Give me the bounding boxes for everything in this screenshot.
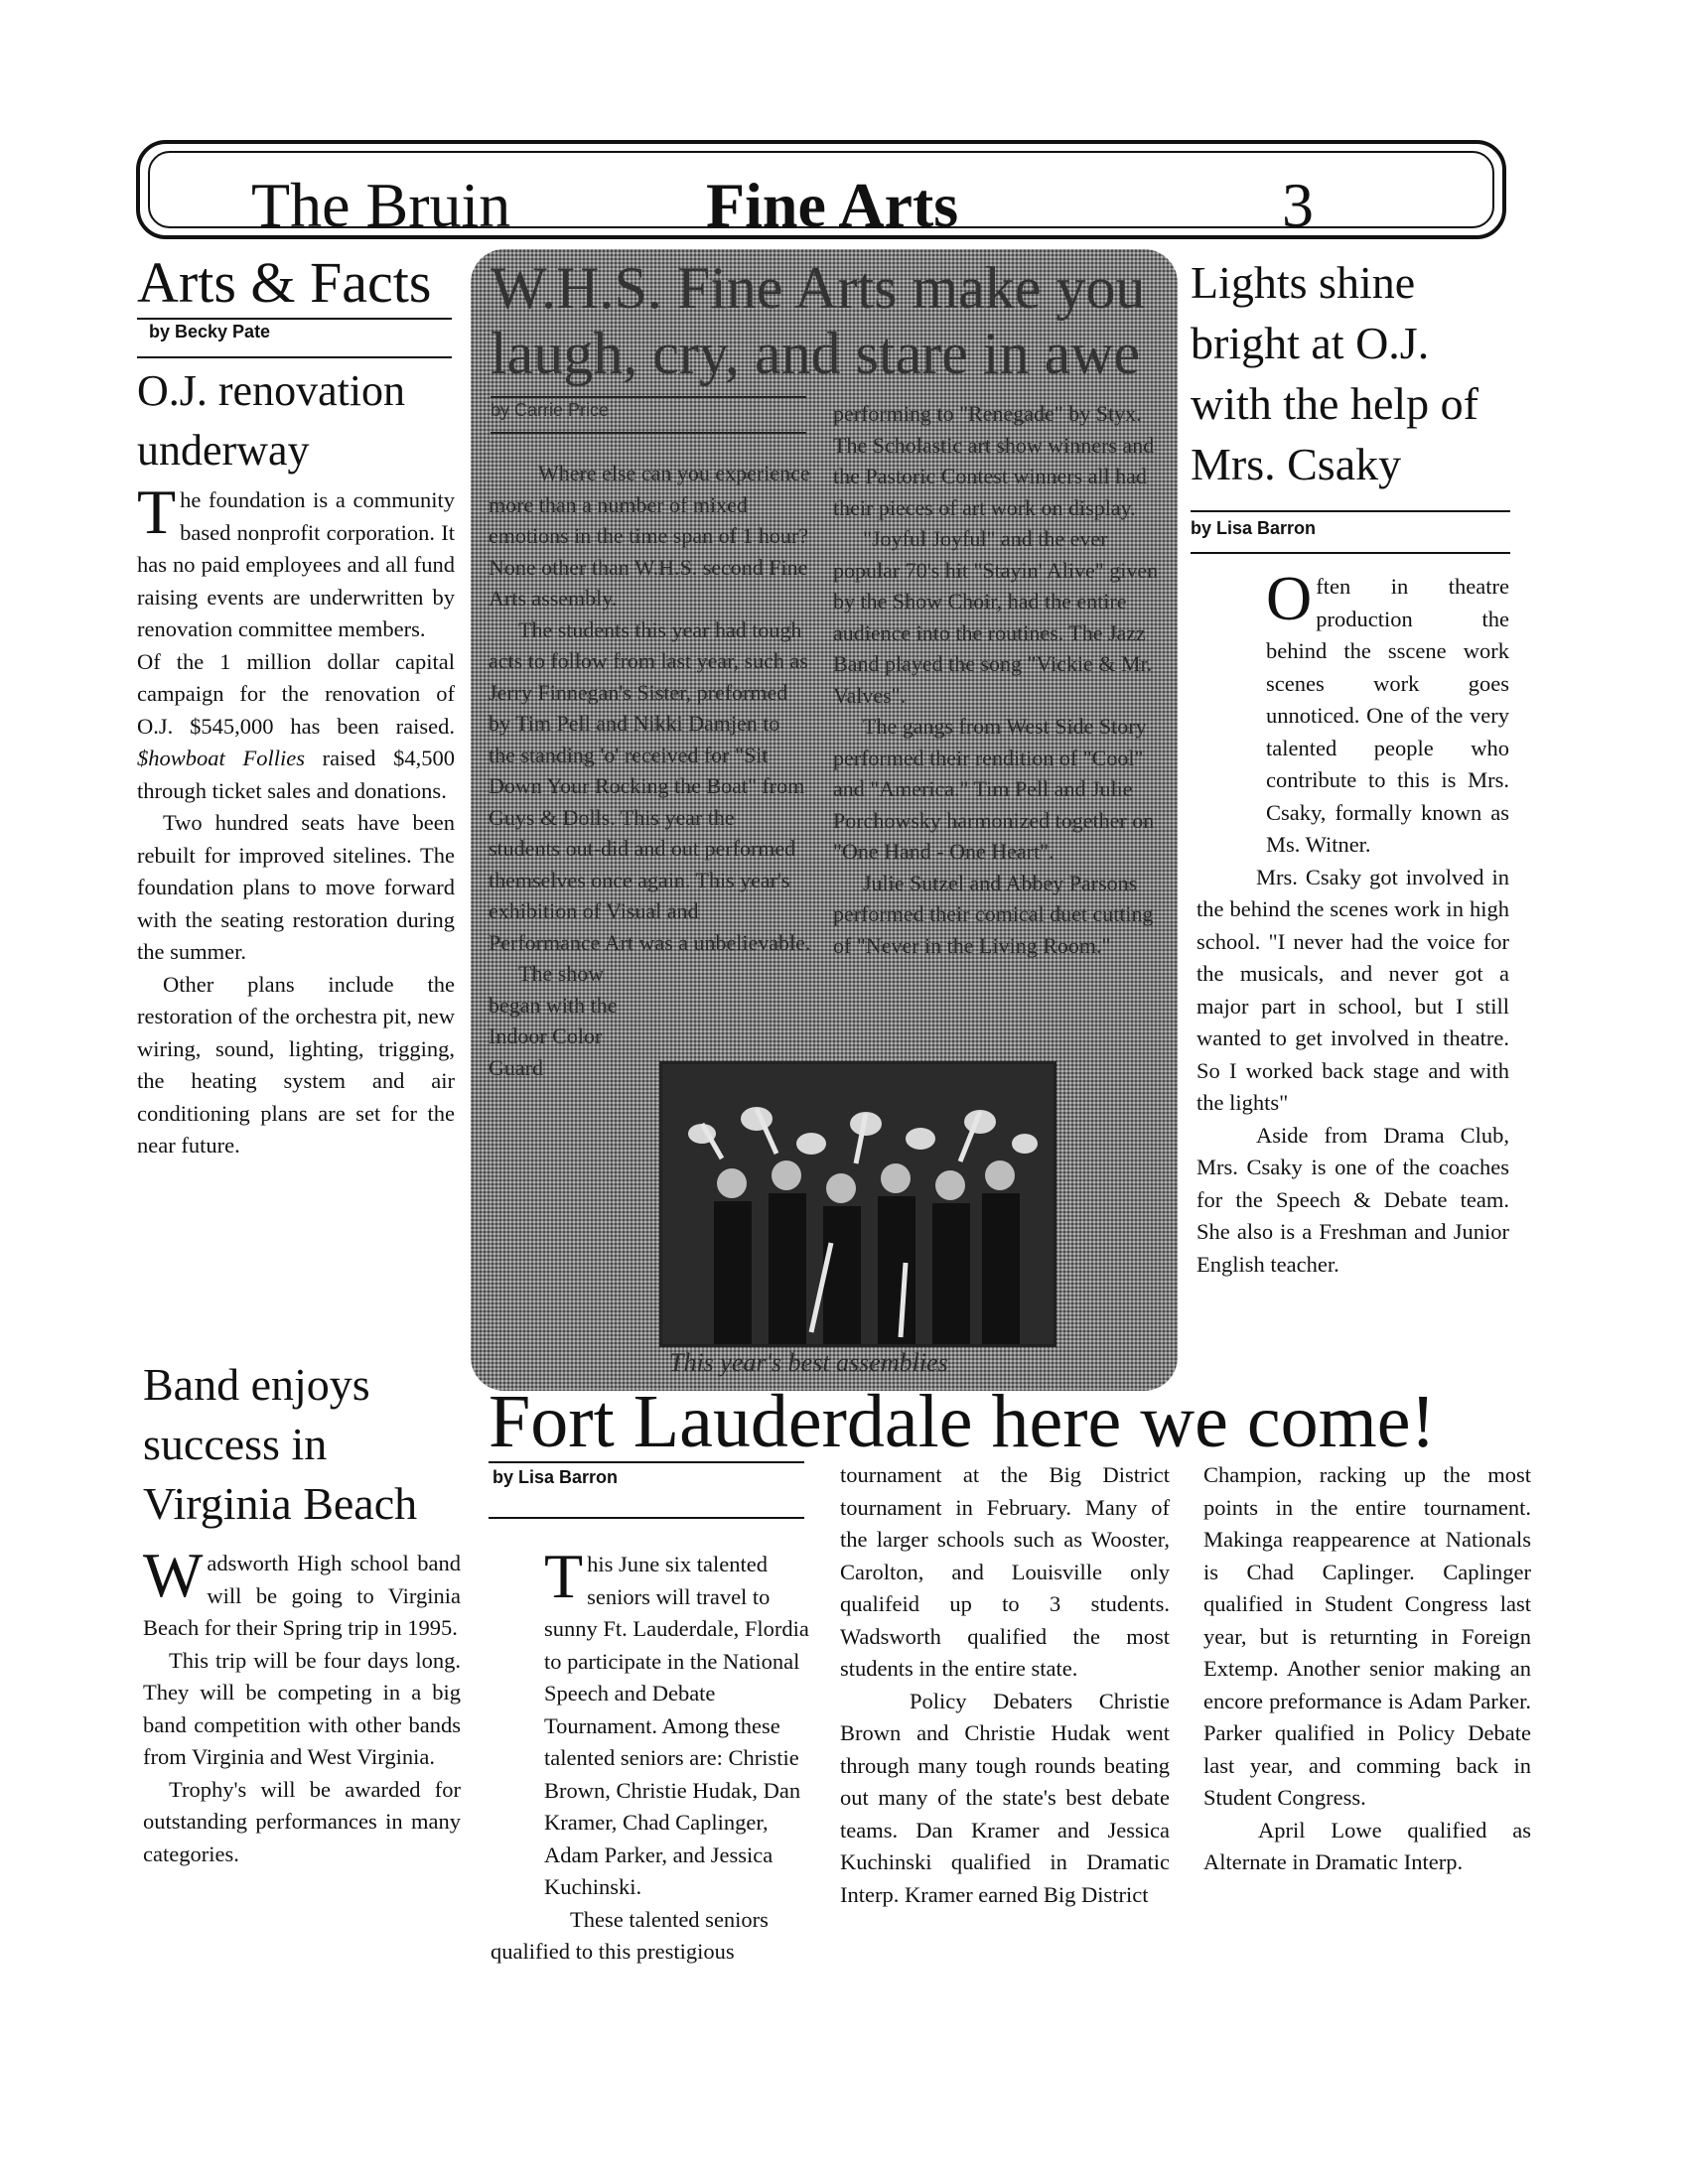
fort-col1-paragraph-2: These talented seniors qualified to this prestigious: [491, 1906, 769, 1964]
feature-col1-paragraph-3: The show began with the Indoor Color Guard: [489, 961, 618, 1080]
lights-article: [1191, 252, 1518, 494]
lights-headline-line-1: Lights shine: [1191, 257, 1416, 308]
fort-drop-cap: T: [544, 1541, 584, 1611]
feature-col2-paragraph-1: performing to "Renegade" by Styx. The Scholastic art show winners and the Pastoric Contest winners all had their pieces of art work on display.: [833, 401, 1155, 520]
fort-col1-lead: [491, 1541, 816, 1904]
lights-lead-text: ften in theatre production the behind the sscene work scenes work goes unnoticed. One of the very talented people who contribute to this is Mrs. Csaky, formally known as Ms. Witner.: [1266, 574, 1509, 857]
band-lead-text: adsworth High school band will be going to Virginia Beach for their Spring trip in 1995.: [143, 1551, 461, 1640]
fort-column-2: [840, 1459, 1170, 1911]
lights-paragraph-3: Aside from Drama Club, Mrs. Csaky is one of the coaches for the Speech & Debate team. She also is a Freshman and Junior English teacher.: [1196, 1122, 1509, 1277]
renovation-article: [137, 361, 455, 1162]
renovation-headline-line-1: O.J. renovation: [137, 366, 406, 415]
feature-col1-paragraph-2: The students this year had tough acts to follow from last year, such as Jerry Finnegan's Sister, preformed by Tim Pell and Nikki Damjen to the standing 'o' received for "Sit Down Your Rocking the Boat" from Guys & Dolls. This year the students out-did and out performed themselves once again. This year's exhibition of Visual and Performance Art was a unbelievable.: [489, 616, 811, 955]
fine-arts-feature: [471, 249, 1178, 1391]
band-headline-line-2: success in: [143, 1419, 328, 1469]
page-number: 3: [1282, 170, 1314, 240]
fort-lauderdale-headline: Fort Lauderdale here we come!: [489, 1380, 1436, 1463]
lights-paragraph-2: Mrs. Csaky got involved in the behind the scenes work in high school. "I never had the voice for the musicals, and never got a major part in school, but I still wanted to get involved in theatre. So I worked back stage and with the lights": [1196, 864, 1509, 1115]
lights-rule-bottom: [1191, 552, 1510, 554]
band-headline-line-1: Band enjoys: [143, 1359, 370, 1410]
renovation-p2-show-title: $howboat Follies: [137, 746, 305, 770]
arts-facts-byline: by Becky Pate: [149, 322, 271, 341]
feature-col2-paragraph-3: The gangs from West Side Story performed their rendition of "Cool" and "America." Tim Pell and Julie Porchowsky harmonized together on "One Hand - One Heart".: [833, 714, 1155, 864]
feature-col1-paragraph-1: Where else can you experience more than a number of mixed emotions in the time span of 1 hour? None other than W.H.S. second Fine Arts assembly.: [489, 461, 810, 611]
renovation-drop-cap: T: [137, 477, 177, 547]
renovation-p2-text-a: Of the 1 million dollar capital campaign for the renovation of O.J. $545,000 has been raised.: [137, 648, 455, 739]
renovation-paragraph-2: [137, 646, 455, 808]
renovation-lead-paragraph: [137, 477, 455, 646]
arts-facts-title: Arts & Facts: [137, 250, 432, 315]
fort-col2-paragraph-2: Policy Debaters Christie Brown and Christie Hudak went through many tough rounds beating out many of the state's best debate teams. Dan Kramer and Jessica Kuchinski qualified in Dramatic Interp. Kramer earned Big District: [840, 1688, 1170, 1907]
arts-facts-rule-top: [137, 318, 452, 320]
band-paragraph-2: This trip will be four days long. They will be competing in a big band competition with other bands from Virginia and West Virginia.: [143, 1647, 461, 1769]
renovation-p2-text-b: raised $4,500 through ticket sales and donations.: [137, 746, 455, 803]
feature-column-2: [833, 398, 1161, 1043]
fort-byline: by Lisa Barron: [492, 1467, 619, 1487]
renovation-paragraph-3: Two hundred seats have been rebuilt for improved sitelines. The foundation plans to move forward with the seating restoration during the summer.: [137, 810, 455, 964]
masthead: [136, 140, 1506, 239]
arts-facts-rule-bottom: [137, 356, 452, 358]
band-body: [143, 1540, 461, 1870]
feature-headline: [491, 255, 1176, 386]
lights-lead-paragraph: [1196, 563, 1509, 862]
band-paragraph-3: Trophy's will be awarded for outstanding performances in many categories.: [143, 1776, 461, 1866]
fort-col3-paragraph-2: April Lowe qualified as Alternate in Dramatic Interp.: [1203, 1817, 1531, 1874]
masthead-inner-border: [148, 151, 1494, 240]
feature-col2-paragraph-4: Julie Sutzel and Abbey Parsons performed their comical duet cutting of "Never in the Living Room.": [833, 870, 1154, 958]
fort-col1-lead-text: his June six talented seniors will travel to sunny Ft. Lauderdale, Flordia to participate in the National Speech and Debate Tournament. Among these talented seniors are: Christie Brown, Christie Hudak, Dan Kramer, Chad Caplinger, Adam Parker, and Jessica Kuchinski.: [544, 1552, 809, 1899]
band-headline: [143, 1355, 461, 1534]
renovation-headline-line-2: underway: [137, 426, 310, 475]
paper-name: The Bruin: [251, 170, 511, 240]
lights-rule-top: [1191, 510, 1510, 512]
band-headline-line-3: Virginia Beach: [143, 1478, 418, 1529]
assembly-photo: [659, 1061, 1056, 1347]
feature-byline: by Carrie Price: [491, 400, 610, 420]
band-article: [143, 1355, 461, 1870]
renovation-headline: [137, 361, 455, 480]
renovation-body: [137, 477, 455, 1162]
fort-col3-paragraph-1: Champion, racking up the most points in the entire tournament. Makinga reappearence at Nationals is Chad Caplinger. Caplinger qualified in Student Congress last year, but is returnting in Foreign Extemp. Another senior making an encore preformance is Adam Parker. Parker qualified in Policy Debate last year, and comming back in Student Congress.: [1203, 1462, 1531, 1810]
renovation-lead-text: he foundation is a community based nonprofit corporation. It has no paid employees and all fund raising events are underwritten by renovation committee members.: [137, 487, 455, 641]
band-drop-cap: W: [143, 1540, 204, 1610]
fort-column-3: [1203, 1459, 1531, 1879]
lights-body: [1196, 563, 1509, 1281]
renovation-paragraph-4: Other plans include the restoration of the orchestra pit, new wiring, sound, lighting, trigging, the heating system and air conditioning plans are set for the near future.: [137, 971, 455, 1158]
lights-headline-line-4: Mrs. Csaky: [1191, 439, 1402, 489]
fort-col2-paragraph-1: tournament at the Big District tournament in February. Many of the larger schools such as Wooster, Carolton, and Louisville only qualifeid up to 3 students. Wadsworth qualified the most students in the entire state.: [840, 1462, 1170, 1681]
lights-headline: [1191, 252, 1518, 494]
fort-column-1: [491, 1541, 816, 1969]
band-lead-paragraph: [143, 1540, 461, 1645]
feature-rule-top: [491, 396, 806, 398]
section-title: Fine Arts: [706, 170, 959, 240]
lights-drop-cap: O: [1266, 563, 1313, 633]
fort-rule-top: [489, 1461, 804, 1463]
assembly-photo-image: [662, 1064, 1054, 1344]
photo-caption: This year's best assemblies: [669, 1348, 948, 1377]
lights-headline-line-3: with the help of: [1191, 378, 1478, 429]
lights-headline-line-2: bright at O.J.: [1191, 318, 1430, 368]
feature-headline-line-2: laugh, cry, and stare in awe: [491, 321, 1141, 386]
feature-rule-bottom: [491, 432, 806, 434]
fort-rule-bottom: [489, 1517, 804, 1519]
feature-headline-line-1: W.H.S. Fine Arts make you: [491, 255, 1146, 321]
lights-byline: by Lisa Barron: [1191, 518, 1317, 538]
feature-col2-paragraph-2: "Joyful Joyful" and the ever popular 70's hit "Stayin' Alive" given by the Show Choir, had the entire audience into the routines. The Jazz Band played the song "Vickie & Mr. Valves".: [833, 526, 1159, 708]
